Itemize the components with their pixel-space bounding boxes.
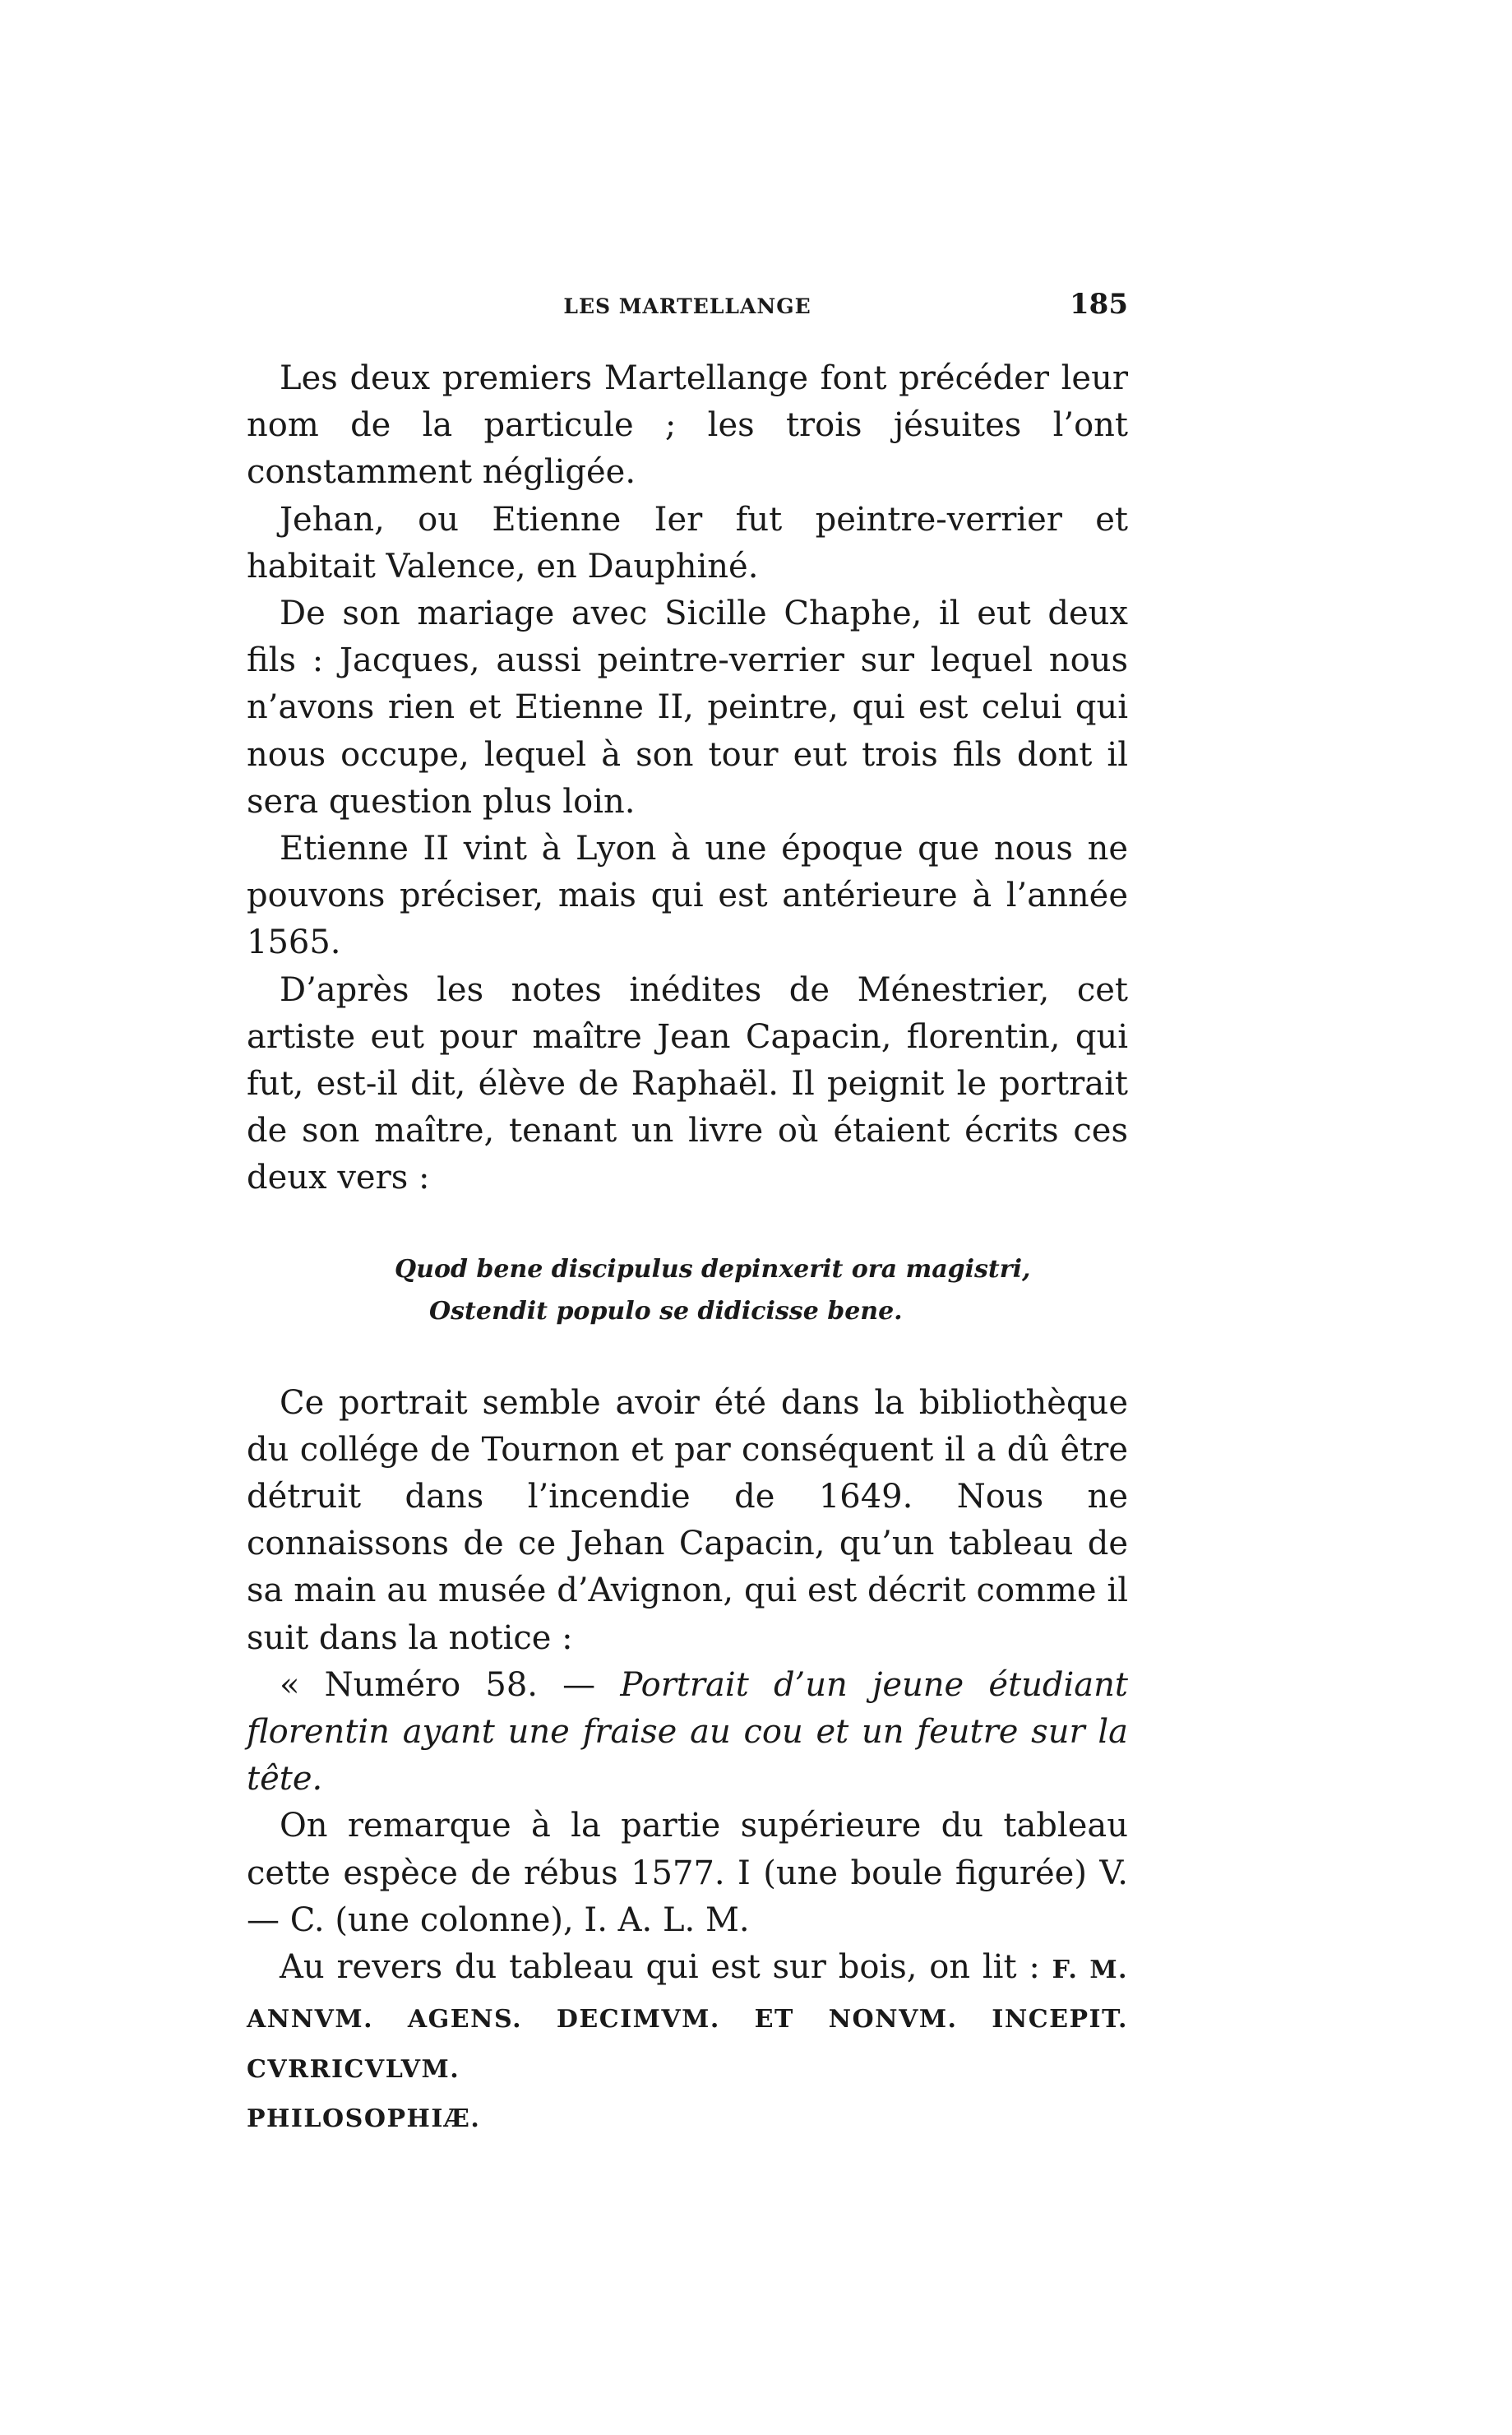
verse-line-2: Ostendit populo se didicisse bene. bbox=[429, 1296, 903, 1326]
paragraph-rebus: On remarque à la partie supérieure du tableau cette espèce de rébus 1577. I (une boule figurée) V. — C. (une colonne), I. A. L. M. bbox=[247, 1807, 1128, 1939]
numero-title: Portrait d’un jeune étudiant florentin ayant une fraise au cou et un feutre sur la tête. bbox=[247, 1665, 1128, 1798]
paragraph-revers bbox=[247, 1944, 1128, 2093]
paragraph-numero bbox=[247, 1662, 1128, 1803]
page-header bbox=[247, 288, 1128, 329]
paragraph-menestrier: D’après les notes inédites de Ménestrier, cet artiste eut pour maître Jean Capacin, florentin, qui fut, est-il dit, élève de Raphaël. Il peignit le portrait de son maître, tenant un livre où étaient écrits ces deux vers : bbox=[247, 970, 1128, 1197]
paragraph-portrait: Ce portrait semble avoir été dans la bibliothèque du collége de Tournon et par conséquent il a dû être détruit dans l’incendie de 1649. Nous ne connaissons de ce Jehan Capacin, qu’un tableau de sa main au musée d’Avignon, qui est décrit comme il suit dans la notice : bbox=[247, 1383, 1128, 1657]
revers-inscription: F. M. ANNVM. AGENS. DECIMVM. ET NONVM. INCEPIT. CVRRICVLVM. bbox=[247, 1956, 1128, 2084]
paragraph-lyon: Etienne II vint à Lyon à une époque que nous ne pouvons préciser, mais qui est antérieure à l’année 1565. bbox=[247, 830, 1128, 962]
revers-inscription-end: PHILOSOPHIÆ. bbox=[247, 2104, 481, 2133]
paragraph-revers-end bbox=[247, 2093, 1128, 2142]
numero-prefix: « Numéro 58. — bbox=[280, 1665, 621, 1704]
paragraph-jehan: Jehan, ou Etienne Ier fut peintre-verrier et habitait Valence, en Dauphiné. bbox=[247, 500, 1128, 586]
book-page bbox=[247, 288, 1128, 2142]
verse-line-1: Quod bene discipulus depinxerit ora magistri, bbox=[395, 1254, 1031, 1284]
running-head: LES MARTELLANGE bbox=[563, 294, 811, 318]
revers-prefix: Au revers du tableau qui est sur bois, on lit : bbox=[280, 1948, 1052, 1987]
latin-verse bbox=[247, 1248, 1128, 1332]
paragraph-particule: Les deux premiers Martellange font précéder leur nom de la particule ; les trois jésuites l’ont constamment négligée. bbox=[247, 359, 1128, 492]
page-number: 185 bbox=[1070, 288, 1128, 321]
body-text bbox=[247, 355, 1128, 2142]
paragraph-mariage: De son mariage avec Sicille Chaphe, il eut deux fils : Jacques, aussi peintre-verrier sur lequel nous n’avons rien et Etienne II, peintre, qui est celui qui nous occupe, lequel à son tour eut trois fils dont il sera question plus loin. bbox=[247, 595, 1128, 821]
